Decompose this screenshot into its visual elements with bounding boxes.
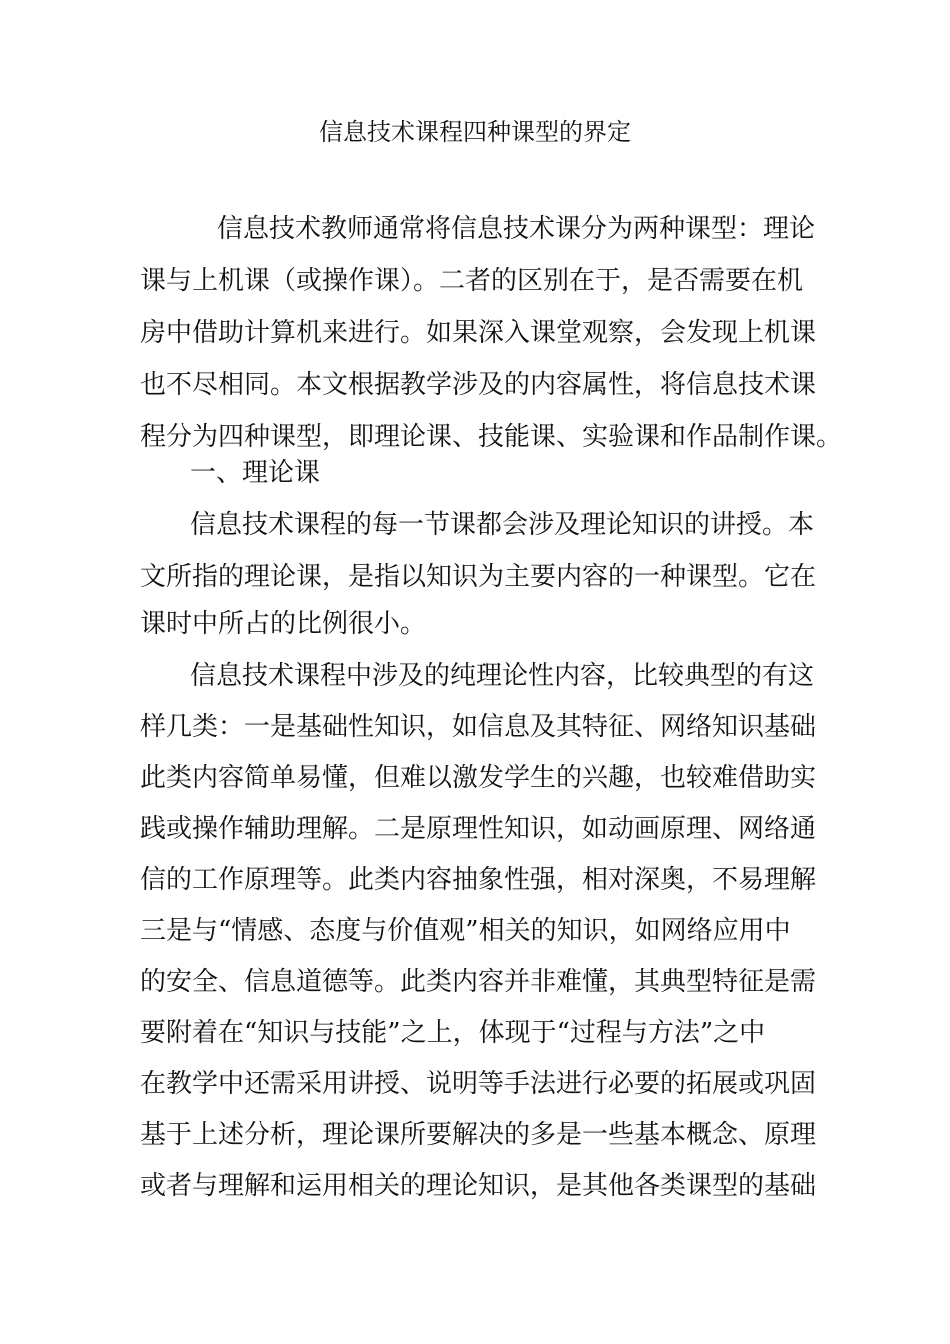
text-line-7: 信息技术课程的每一节课都会涉及理论知识的讲授。本: [190, 510, 815, 540]
text-line-15: 三是与“情感、态度与价值观”相关的知识，如网络应用中: [140, 916, 791, 946]
text-line-8: 文所指的理论课，是指以知识为主要内容的一种课型。它在: [140, 562, 817, 592]
text-line-3: 房中借助计算机来进行。如果深入课堂观察，会发现上机课: [140, 318, 817, 348]
text-line-17: 要附着在“知识与技能”之上，体现于“过程与方法”之中: [140, 1018, 766, 1048]
text-line-5: 程分为四种课型，即理论课、技能课、实验课和作品制作课。: [140, 422, 843, 452]
text-line-2: 课与上机课（或操作课）。二者的区别在于，是否需要在机: [140, 266, 804, 296]
section-heading-theory: 一、理论课: [190, 458, 321, 488]
text-line-10: 信息技术课程中涉及的纯理论性内容，比较典型的有这: [190, 661, 815, 691]
text-line-12: 此类内容简单易懂，但难以激发学生的兴趣，也较难借助实: [140, 763, 817, 793]
text-line-13: 践或操作辅助理解。二是原理性知识，如动画原理、网络通: [140, 814, 817, 844]
text-line-20: 或者与理解和运用相关的理论知识，是其他各类课型的基础: [140, 1171, 817, 1201]
text-line-16: 的安全、信息道德等。此类内容并非难懂，其典型特征是需: [140, 967, 817, 997]
text-line-19: 基于上述分析，理论课所要解决的多是一些基本概念、原理: [140, 1120, 817, 1150]
text-line-14: 信的工作原理等。此类内容抽象性强，相对深奥，不易理解: [140, 865, 817, 895]
text-line-18: 在教学中还需采用讲授、说明等手法进行必要的拓展或巩固: [140, 1069, 817, 1099]
document-title: 信息技术课程四种课型的界定: [319, 118, 631, 146]
text-line-1: 信息技术教师通常将信息技术课分为两种课型：理论: [217, 214, 816, 244]
text-line-11: 样几类：一是基础性知识，如信息及其特征、网络知识基础: [140, 712, 817, 742]
text-line-9: 课时中所占的比例很小。: [140, 609, 427, 639]
text-line-4: 也不尽相同。本文根据教学涉及的内容属性，将信息技术课: [140, 370, 817, 400]
